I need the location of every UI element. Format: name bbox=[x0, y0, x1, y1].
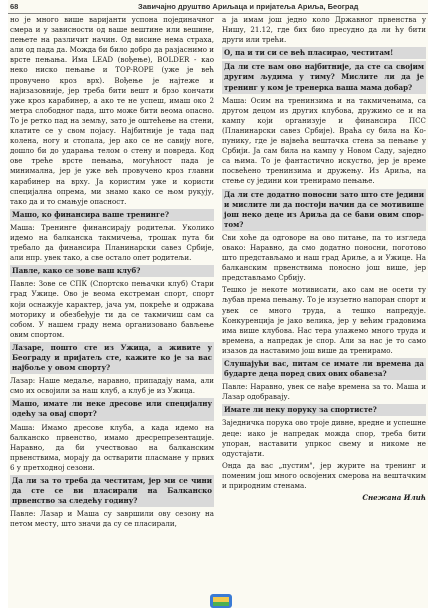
interview-answer: Павле: Лазар и Маша су завршили ову сезону на петом месту, што значи да су се пласирали, bbox=[10, 509, 214, 529]
interview-question: Да ли за то треба да честитам, јер ми се чини да сте се ви пласирали на Балканско првенство за следећу годину? bbox=[10, 475, 214, 507]
interview-answer: Лазар: Наше медаље, наравно, припадају нама, али смо их освојили за наш клуб, а клуб је из Ужица. bbox=[10, 376, 214, 396]
right-column bbox=[222, 15, 426, 505]
interview-question: Да ли сте вам ово најбитније, да сте са својим другим људима у тиму? Мислите ли да је тренинг у ком је тренерка ваша мама добар? bbox=[222, 61, 426, 93]
interview-question: О, па и ти си се већ пласирао, честитам! bbox=[222, 47, 426, 59]
interview-question: Слушајући вас, питам се имате ли времена да бударте деца поред свих ових обавеза? bbox=[222, 358, 426, 380]
interview-question: Лазаре, пошто сте из Ужица, а живите у Београду и пријатељ сте, кажите ко је за вас најбоље у овом спорту? bbox=[10, 342, 214, 374]
arilje-crest-icon bbox=[208, 592, 234, 608]
left-column bbox=[10, 15, 214, 532]
interview-question: Машо, имате ли неке дресове или специјалну одећу за овај спорт? bbox=[10, 398, 214, 420]
interview-answer: а ја имам још једно коло Државног првенства у Нишу, 21.12, где бих био пресудно да ли ћу бити други или трећи. bbox=[222, 15, 426, 45]
interview-answer: Павле: Наравно, увек се нађе времена за то. Маша и Лазар одобравају. bbox=[222, 382, 426, 402]
interview-answer: Сви хоће да одговоре на ово питање, па то изгледа овако: Наравно, да смо додатно поносни, поготово што представљамо и наш град Ариље, а и Ужице. На балканским првенствима поносно још више, јер представљамо Србију. bbox=[222, 232, 426, 283]
interview-answer: Маша: Имамо дресове клуба, а када идемо на балканско првенство, имамо дресрепрезентације. Наравно, да би учествовао на балканским првенствима, морају да остварити пласмане у првих 6 у претходној сезони. bbox=[10, 422, 214, 472]
interview-answer: Павле: Зове се СПК (Спортско пењачки клуб) Стари град Ужице. Ово је веома екстреман спорт, спорт који оснажује карактер, јача ум, покреће и одржава моторику и обезбеђује ти да се такмичиш сам са собом. У нашем граду нема организовано бављење овим спортом. bbox=[10, 279, 214, 339]
interview-question: Павле, како се зове ваш клуб? bbox=[10, 265, 214, 277]
interview-answer: Маша: Осим на тренинзима и на такмичењима, са другом децом из других клубова, дружимо се и на кампу који организује и финансира ПСС (Планинарски савез Србије). Враћа су била на Копунику, где је највећа вештачка стена за пењање у Србији. Ја сам била на кампу у Новом Саду, заједно са њима. То је фантастично искуство, јер је време посвећено тренинзима и дружењу. Из Ариља, на стење су једини кои тренирамо пењање. bbox=[222, 95, 426, 186]
page-number: 68 bbox=[10, 2, 19, 11]
interview-question: Машо, ко финансира ваше тренинге? bbox=[10, 209, 214, 221]
author-signature: Снежана Илић bbox=[362, 493, 426, 503]
interview-question: Да ли сте додатно поносни зато што сте једини и мислите ли да постоји начин да се мотивише још неко деце из Ариља да се бави овим спортом? bbox=[222, 189, 426, 231]
interview-answer: Онда да вас „пустим", јер журите на тренинг и поменим још много освојених смерова на вештачким и природним стенама. bbox=[222, 460, 426, 491]
interview-answer: Заједничка порука ово троје дивне, вредне и успешне деце: иако је напредак можда спор, треба бити упоран, наставити упркос свему и никоме не одустајати. bbox=[222, 418, 426, 458]
interview-answer: но је много више варијанти успона појединачног смера и у зависности од ваше вештине или вешине, пењете на различит начин. Од висине нема страха, али од пада да. Можда би било добро да разјаснимо и врсте пењања. Има LEAD (вођење), BOLDER - као неко ниско пењање и TOP-ROPE (уже је већ провучено кроз врх). Вођење је најтеже и најизазовније, јер треба бити вешт и брзо кончати уже кроз карабинер, а ако те не успеш, имаш око 2 метра слободног пада, што може бити веома опасно. То је ретко пад на земљу, зато је оштећење на стени, клатите се у свом појасу. Најбитније је тада пад колена, ногу и стопала, јер ако се не савију ноге, дошло би до ударања телом о стену и повреда. Код ове треће врсте пењања, могућност пада је минимална, јер је уже већ провучено кроз главни карабинер на врху. Ја користим уже и користи специјална опрема, ми знамо како се њом рукују, тако да и то смањује опасност. bbox=[10, 15, 214, 206]
magazine-page bbox=[8, 0, 428, 608]
running-title: Завичајно друштво Ариљаца и пријатеља Ариља, Београд bbox=[138, 2, 359, 11]
interview-question: Имате ли неку поруку за спортисте? bbox=[222, 404, 426, 416]
interview-answer: Тешко је некоте мотивисати, ако сам не осети ту љубав према пењању. То је изузетно напоран спорт и увек се много труда, а тешко напредује. Конкуренција је јако велика, јер у већим градовима има више клубова. Нас тера улажемо много труда и времена, а напредак је спор. Али за нас је то само изазов да наставимо још више да тренирамо. bbox=[222, 285, 426, 355]
interview-answer: Маша: Тренинге финансирају родитељи. Уколико идемо на балканска такмичења, трошак пута би требало да финансира Планинарски савез Србије, али нпр. увек тако, а све остало опет родитељи. bbox=[10, 222, 214, 263]
page-header bbox=[8, 0, 428, 14]
